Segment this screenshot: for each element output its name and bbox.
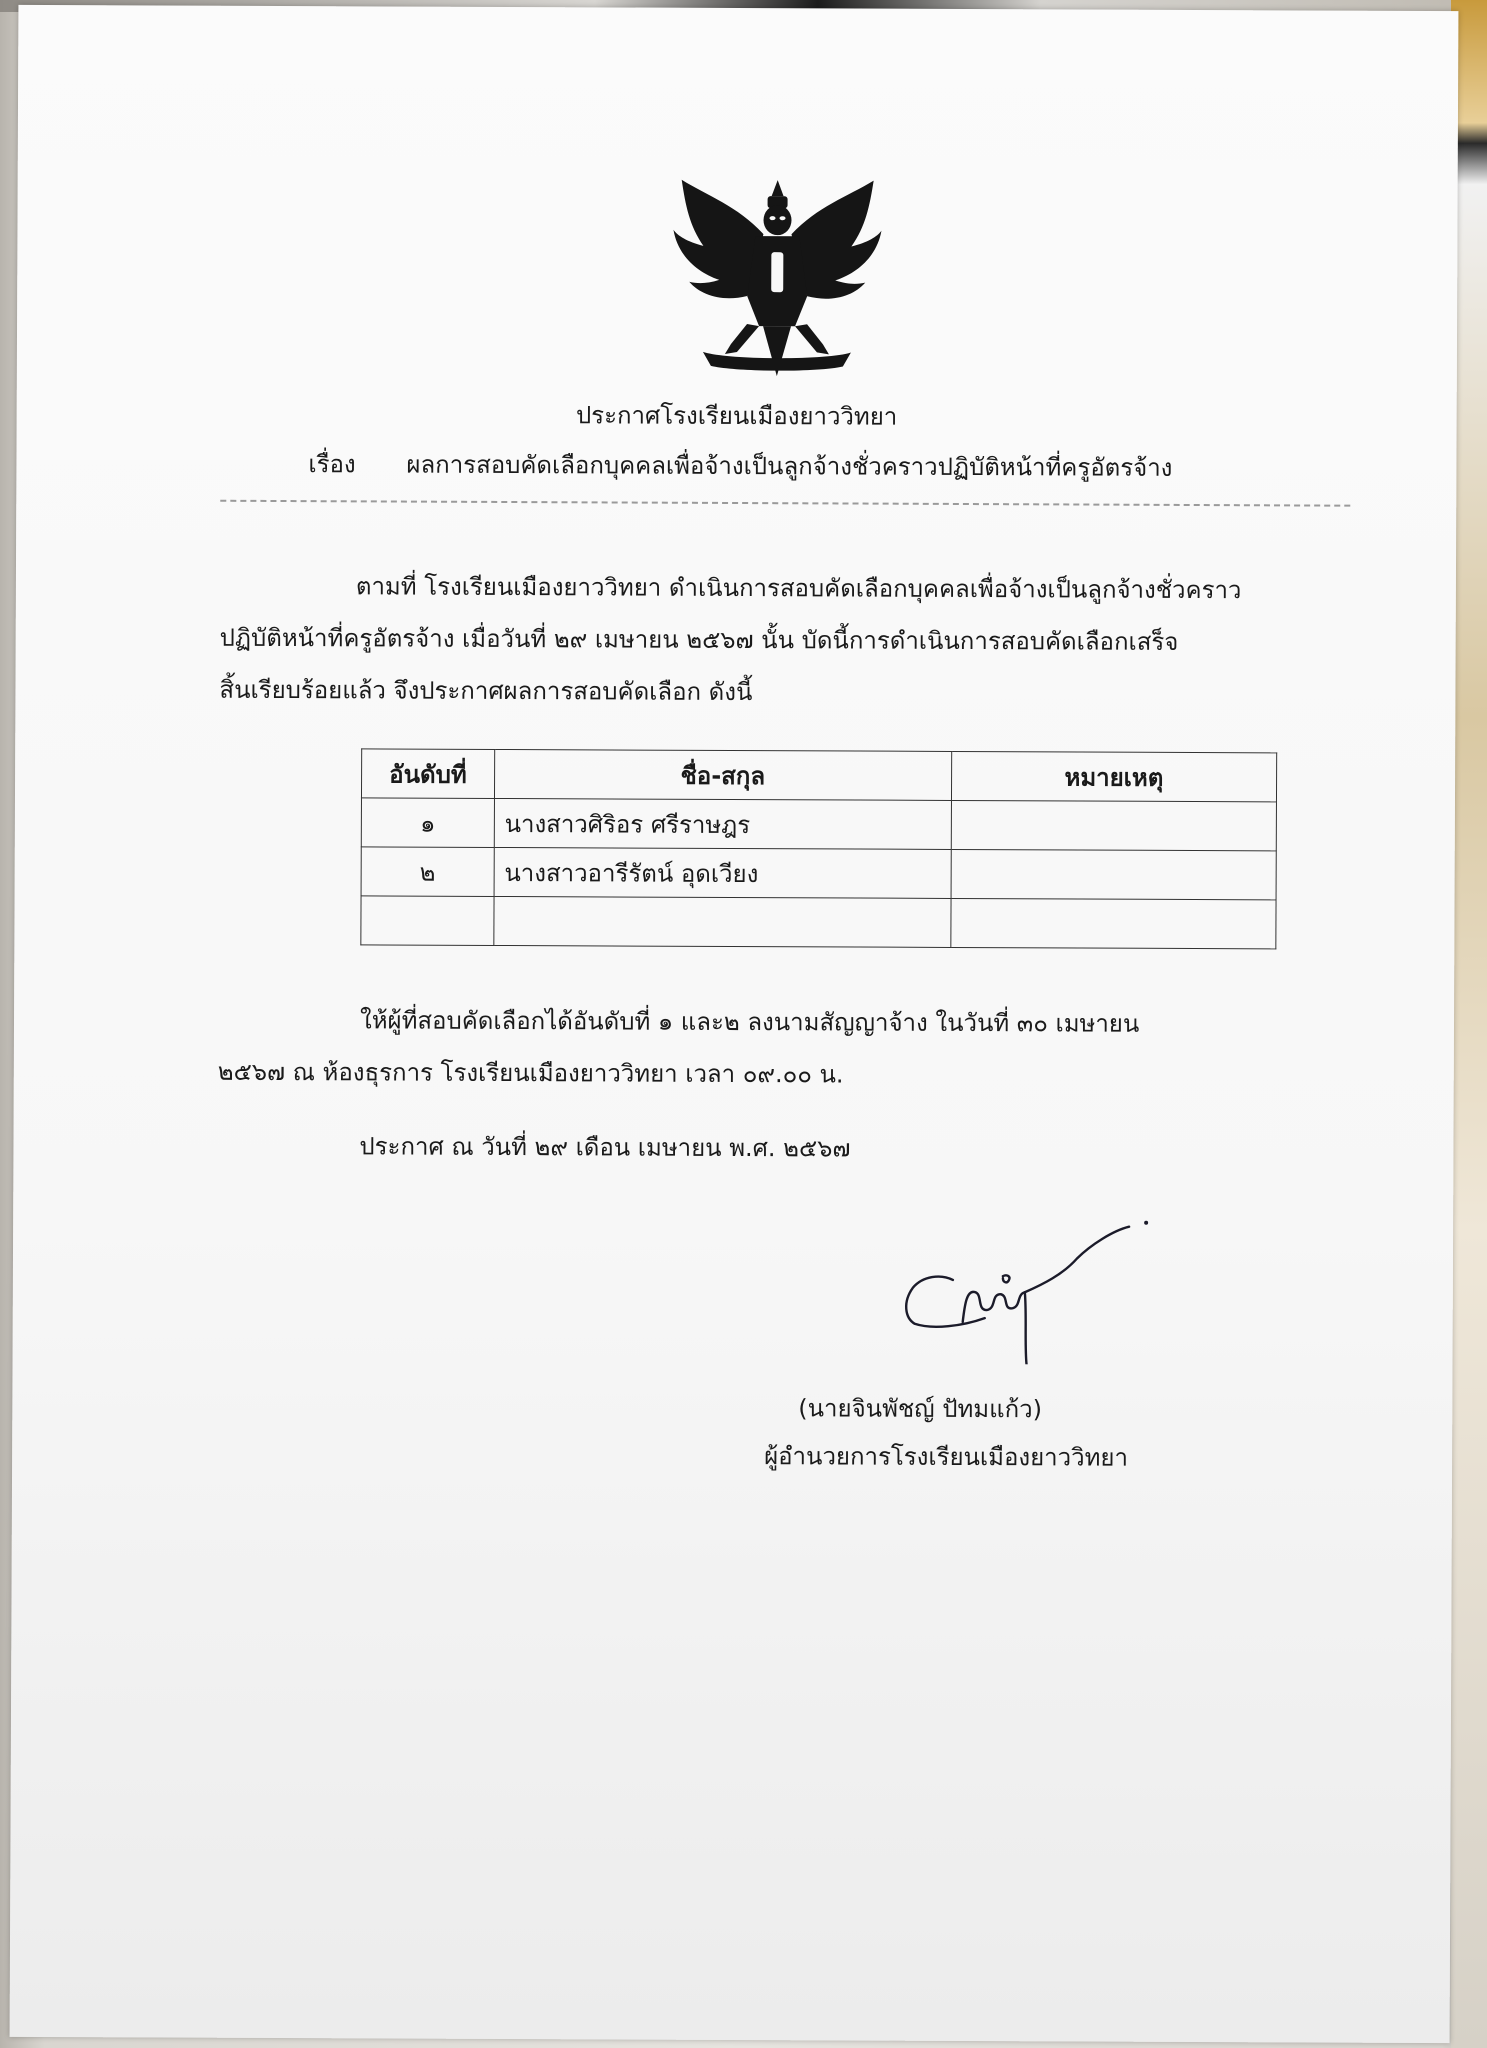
- rank-cell: ๑: [361, 798, 494, 848]
- table-row: [361, 847, 1276, 900]
- subject-text: ผลการสอบคัดเลือกบุคคลเพื่อจ้างเป็นลูกจ้างชั่วคราวปฏิบัติหน้าที่ครูอัตรจ้าง: [406, 450, 1173, 482]
- announcement-date: ประกาศ ณ วันที่ ๒๙ เดือน เมษายน พ.ศ. ๒๕๖๗: [359, 1132, 851, 1163]
- signatory-name: (นายจินพัชญ์ ปัทมแก้ว): [798, 1394, 1043, 1424]
- rank-cell: ๒: [361, 847, 494, 897]
- signature-icon: [893, 1214, 1154, 1365]
- remark-cell: [951, 849, 1276, 899]
- announcement-title: ประกาศโรงเรียนเมืองยาววิทยา: [575, 401, 898, 431]
- paragraph-2-line-1: ให้ผู้ที่สอบคัดเลือกได้อันดับที่ ๑ และ๒ ลงนามสัญญาจ้าง ในวันที่ ๓๐ เมษายน: [359, 1006, 1140, 1038]
- remark-cell: [951, 800, 1276, 850]
- table-row: [361, 798, 1276, 851]
- garuda-emblem-icon: [667, 176, 888, 387]
- subject-label: เรื่อง: [308, 450, 356, 479]
- name-cell: นางสาวอารีรัตน์ อุดเวียง: [494, 847, 951, 898]
- paragraph-2-line-2: ๒๕๖๗ ณ ห้องธุรการ โรงเรียนเมืองยาววิทยา เวลา ๐๙.๐๐ น.: [217, 1057, 844, 1089]
- name-cell: [494, 896, 951, 947]
- name-cell: นางสาวศิริอร ศรีราษฎร: [494, 798, 951, 849]
- header-remark: หมายเหตุ: [951, 751, 1276, 801]
- table-row: [361, 896, 1276, 949]
- signatory-position: ผู้อำนวยการโรงเรียนเมืองยาววิทยา: [764, 1442, 1129, 1472]
- header-name: ชื่อ-สกุล: [494, 749, 951, 800]
- results-table: [360, 748, 1277, 949]
- paragraph-1-line-1: ตามที่ โรงเรียนเมืองยาววิทยา ดำเนินการสอบคัดเลือกบุคคลเพื่อจ้างเป็นลูกจ้างชั่วคราว: [355, 572, 1242, 605]
- rank-cell: [361, 896, 494, 946]
- header-rank: อันดับที่: [361, 749, 494, 799]
- paragraph-1-line-3: สิ้นเรียบร้อยแล้ว จึงประกาศผลการสอบคัดเลือก ดังนี้: [219, 675, 753, 707]
- document-page: [10, 5, 1459, 2043]
- table-header-row: [361, 749, 1276, 802]
- remark-cell: [951, 898, 1276, 948]
- paragraph-1-line-2: ปฏิบัติหน้าที่ครูอัตรจ้าง เมื่อวันที่ ๒๙ เมษายน ๒๕๖๗ นั้น บัดนี้การดำเนินการสอบคัดเลือกเสร็จ: [219, 623, 1179, 656]
- dashed-divider: [220, 500, 1350, 507]
